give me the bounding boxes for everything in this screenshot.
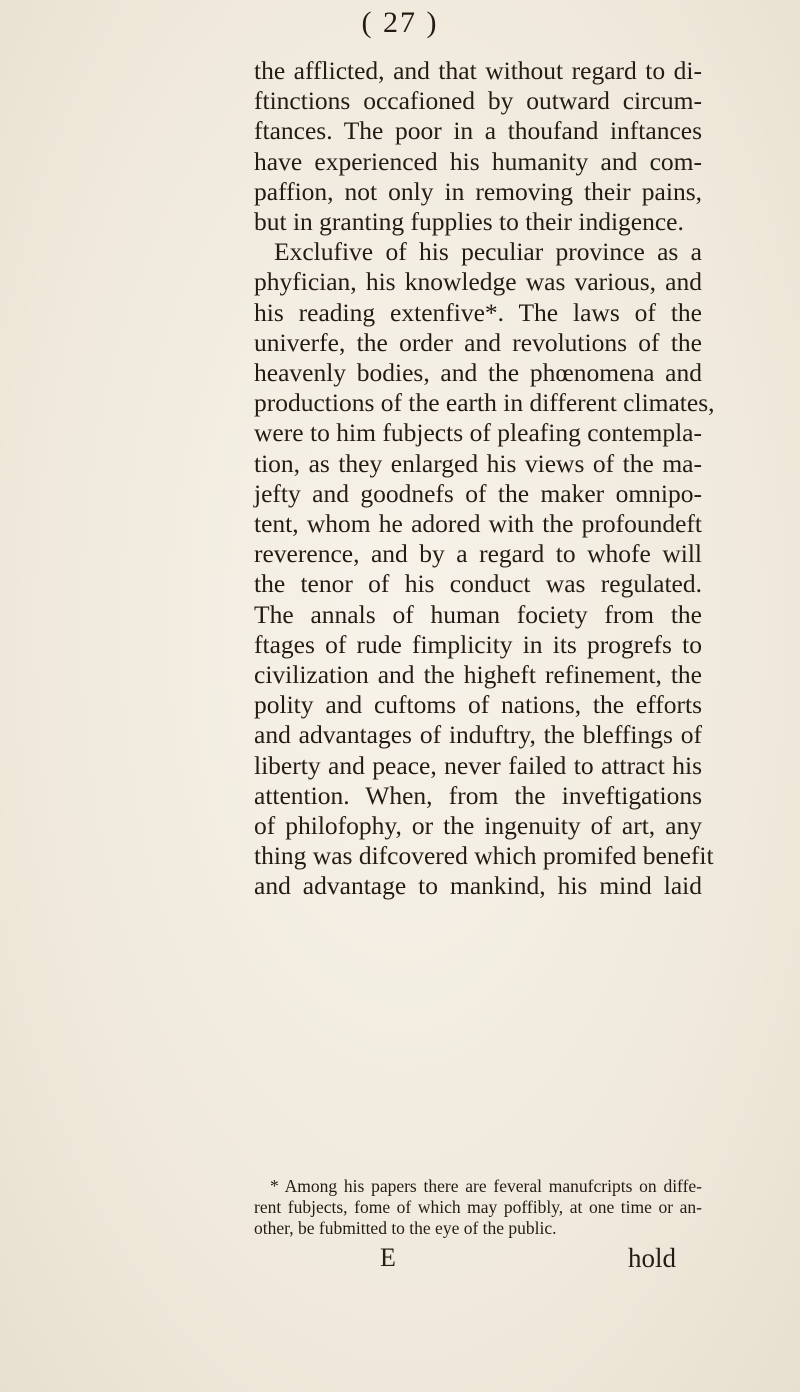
body-line: thing was difcovered which promifed benefit [254,841,714,871]
signature-mark: E [380,1243,396,1272]
body-line: of philofophy, or the ingenuity of art, any [254,811,702,841]
body-line: civilization and the higheft refinement, the [254,660,702,690]
footnote-line: rent fubjects, fome of which may poffibly, at one time or an- [254,1197,702,1217]
body-line: univerfe, the order and revolutions of the [254,327,702,357]
body-line: jefty and goodnefs of the maker omnipo- [254,478,702,508]
body-line: ftinctions occafioned by outward circum- [254,86,702,116]
footnote-line: * Among his papers there are feveral manufcripts on diffe- [270,1176,702,1196]
body-line: paffion, not only in removing their pains, [254,176,702,206]
body-line: tion, as they enlarged his views of the ma- [254,448,702,478]
body-line: have experienced his humanity and com- [254,146,702,176]
body-line: the afflicted, and that without regard to di- [254,56,702,85]
body-line: reverence, and by a regard to whofe will [254,539,702,569]
catchword: hold [628,1243,677,1273]
body-line: liberty and peace, never failed to attract his [254,750,702,780]
footnote [254,1176,702,1239]
body-text [254,56,715,902]
body-line: were to him fubjects of pleafing contempla- [254,418,702,448]
body-line: ftances. The poor in a thoufand inftances [254,116,702,146]
body-line: and advantage to mankind, his mind laid [254,871,702,901]
body-line: The annals of human fociety from the [254,599,702,629]
body-line: but in granting fupplies to their indigence. [254,207,684,237]
page-number: ( 27 ) [361,6,439,39]
body-line: the tenor of his conduct was regulated. [254,569,702,599]
body-line: productions of the earth in different climates, [254,388,715,418]
body-line: attention. When, from the inveftigations [254,780,702,810]
body-line: phyfician, his knowledge was various, and [254,267,702,297]
body-line: polity and cuftoms of nations, the efforts [254,690,702,720]
body-line: his reading extenfive*. The laws of the [254,297,702,327]
body-line: and advantages of induftry, the bleffings of [254,720,702,750]
body-line: heavenly bodies, and the phœnomena and [254,358,702,388]
body-line: ftages of rude fimplicity in its progrefs to [254,629,702,659]
footnote-line: other, be fubmitted to the eye of the public. [254,1218,557,1238]
body-line: tent, whom he adored with the profoundeft [254,509,702,539]
body-line: Exclufive of his peculiar province as a [274,237,702,267]
